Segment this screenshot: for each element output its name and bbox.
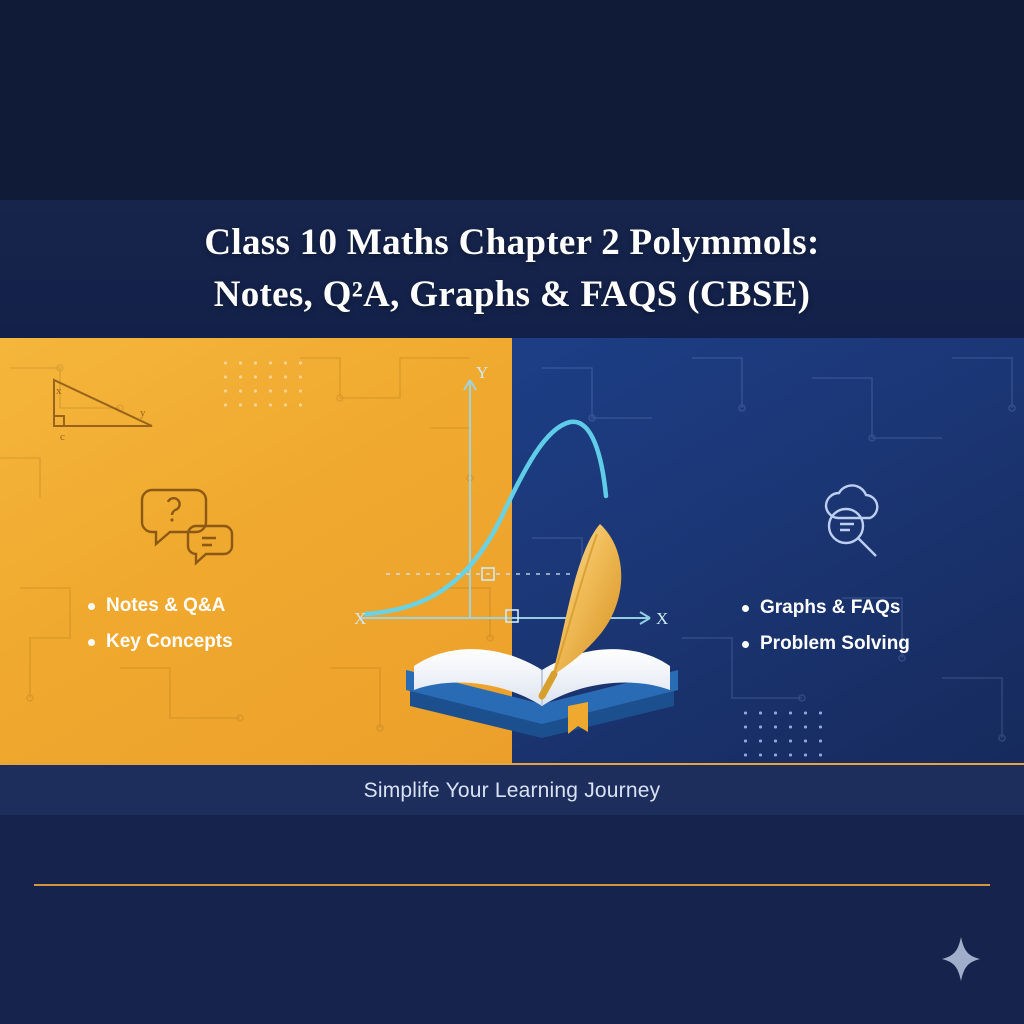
top-background-strip (0, 0, 1024, 200)
magnifier-thought-icon (800, 480, 896, 564)
tagline-band (0, 763, 1024, 817)
bullet-dot-icon (742, 605, 749, 612)
svg-text:x: x (56, 385, 62, 397)
page-title-line-1: Class 10 Maths Chapter 2 Polymmols: (204, 222, 820, 263)
graph-x-left-label: X (354, 609, 367, 628)
bullet-dot-icon (742, 641, 749, 648)
bottom-accent-rule (34, 884, 990, 886)
list-item (742, 590, 910, 626)
list-item (742, 626, 910, 662)
page-title-line-2: Notes, Q²A, Graphs & FAQS (CBSE) (213, 274, 811, 315)
bottom-area (0, 815, 1024, 1024)
list-item (88, 588, 233, 624)
right-triangle-icon (40, 370, 170, 440)
svg-text:y: y (140, 407, 146, 419)
dot-grid-right (738, 706, 828, 762)
right-bullet-1: Graphs & FAQs (760, 597, 901, 618)
bullet-dot-icon (88, 639, 95, 646)
graph-y-label: Y (476, 363, 489, 382)
tagline-text: Simplife Your Learning Journey (363, 779, 661, 802)
right-bullet-2: Problem Solving (760, 633, 910, 654)
right-bullet-list (742, 590, 910, 662)
left-bullet-list (88, 588, 233, 660)
svg-text:c: c (60, 431, 65, 440)
left-bullet-2: Key Concepts (106, 631, 233, 652)
list-item (88, 624, 233, 660)
graph-x-right-label: X (656, 609, 669, 628)
left-bullet-1: Notes & Q&A (106, 595, 226, 616)
title-band (0, 200, 1024, 338)
dot-grid-left (218, 356, 308, 412)
open-book-icon (392, 520, 692, 740)
sparkle-icon (940, 935, 982, 983)
bullet-dot-icon (88, 603, 95, 610)
chat-question-icon (140, 482, 236, 566)
